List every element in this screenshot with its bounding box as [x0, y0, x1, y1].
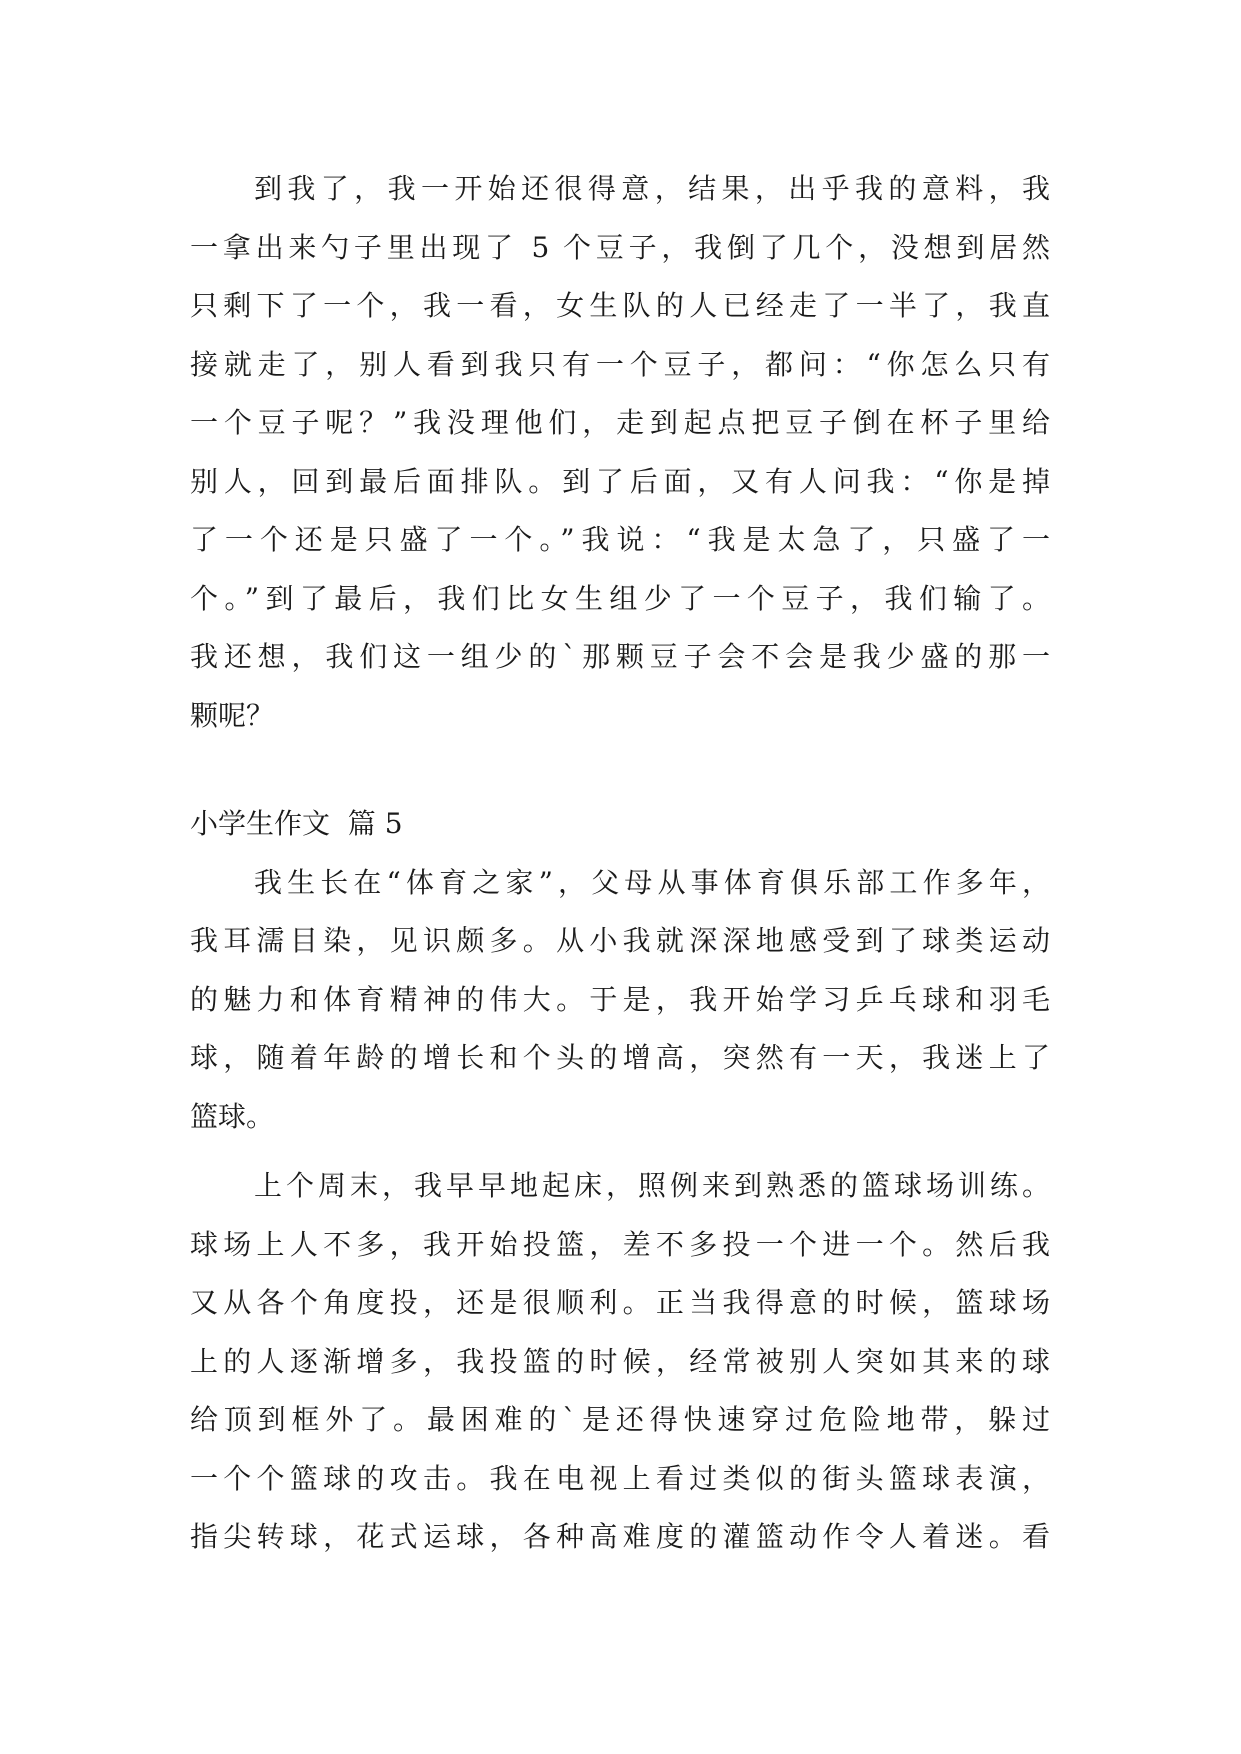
text-line: 球，随着年龄的增长和个头的增高，突然有一天，我迷上了 [190, 1041, 1050, 1074]
text-line: 颗呢？ [190, 698, 275, 732]
text-line: 又从各个角度投，还是很顺利。正当我得意的时候，篮球场 [190, 1286, 1050, 1319]
text-line: 只剩下了一个，我一看，女生队的人已经走了一半了，我直 [190, 289, 1050, 322]
text-line: 的魅力和体育精神的伟大。于是，我开始学习乒乓球和羽毛 [190, 982, 1050, 1016]
text-line: 指尖转球，花式运球，各种高难度的灌篮动作令人着迷。看 [190, 1520, 1050, 1553]
text-line: 一拿出来勺子里出现了 5 个豆子，我倒了几个，没想到居然 [190, 230, 1050, 264]
spacer [190, 1146, 1050, 1157]
paragraph-1 [190, 160, 1050, 745]
spacer [190, 745, 1050, 795]
text-line: 我耳濡目染，见识颇多。从小我就深深地感受到了球类运动 [190, 924, 1050, 957]
text-line: 球场上人不多，我开始投篮，差不多投一个进一个。然后我 [190, 1227, 1050, 1261]
text-line: 一个个篮球的攻击。我在电视上看过类似的街头篮球表演， [190, 1461, 1050, 1495]
text-line: 上个周末，我早早地起床，照例来到熟悉的篮球场训练。 [254, 1169, 1050, 1202]
paragraph-2 [190, 854, 1050, 1147]
text-line: 到我了，我一开始还很得意，结果，出乎我的意料，我 [254, 172, 1050, 205]
section-heading: 小学生作文 篇 5 [190, 807, 403, 840]
document-page [190, 160, 1050, 1567]
text-line: 篮球。 [190, 1099, 275, 1133]
text-line: 给顶到框外了。最困难的`是还得快速穿过危险地带，躲过 [190, 1403, 1050, 1436]
paragraph-3 [190, 1157, 1050, 1567]
text-line: 一个豆子呢？”我没理他们，走到起点把豆子倒在杯子里给 [190, 406, 1050, 439]
text-line: 个。”到了最后，我们比女生组少了一个豆子，我们输了。 [190, 581, 1050, 615]
text-line: 我生长在“体育之家”，父母从事体育俱乐部工作多年， [254, 865, 1050, 899]
text-line: 上的人逐渐增多，我投篮的时候，经常被别人突如其来的球 [190, 1344, 1050, 1378]
text-line: 了一个还是只盛了一个。”我说：“我是太急了，只盛了一 [190, 523, 1050, 556]
text-line: 我还想，我们这一组少的`那颗豆子会不会是我少盛的那一 [190, 640, 1050, 673]
text-line: 别人，回到最后面排队。到了后面，又有人问我：“你是掉 [190, 464, 1050, 498]
text-line: 接就走了，别人看到我只有一个豆子，都问：“你怎么只有 [190, 347, 1050, 381]
